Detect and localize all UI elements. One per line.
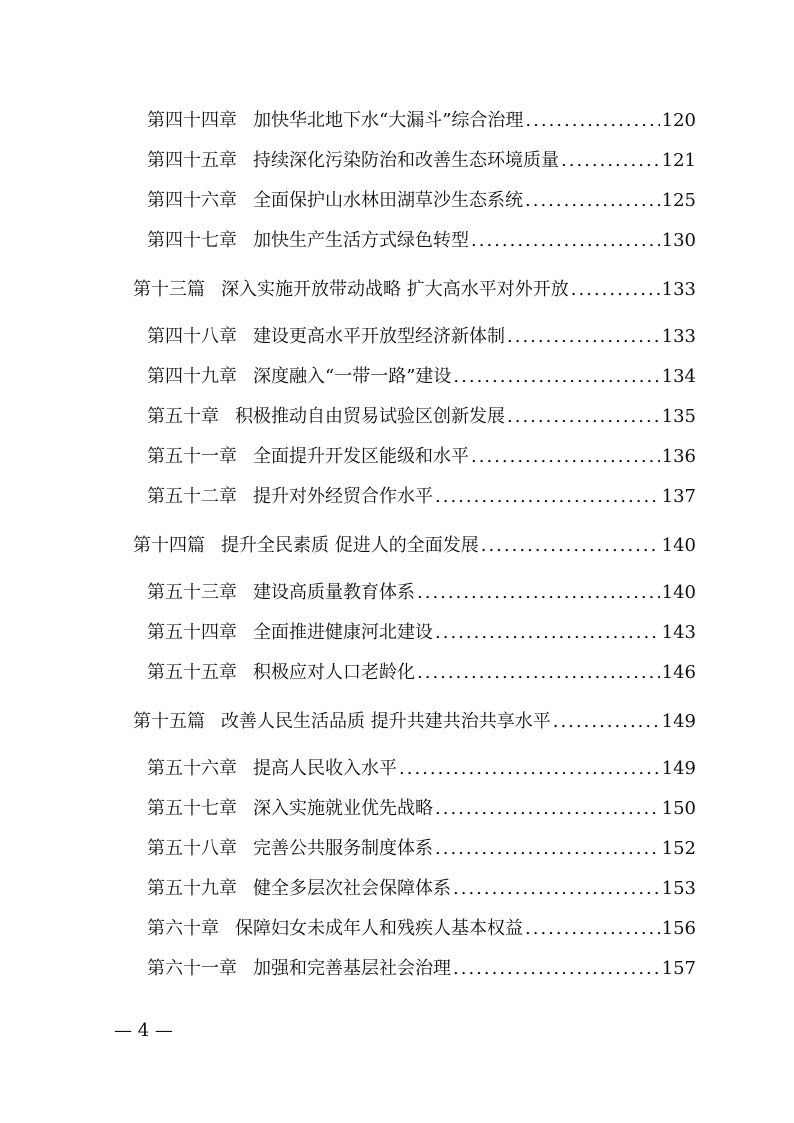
toc-entry-title: 加强和完善基层社会治理: [253, 958, 451, 979]
toc-entry-title: 持续深化污染防治和改善生态环境质量: [253, 150, 559, 171]
toc-dot-leader: [435, 485, 660, 509]
toc-entry-title: 深入实施就业优先战略: [253, 798, 433, 819]
toc-dot-leader: [481, 534, 660, 558]
toc-dot-leader: [507, 405, 660, 429]
toc-entry-title: 提高人民收入水平: [253, 758, 397, 779]
toc-dot-leader: [453, 365, 659, 389]
toc-dot-leader: [399, 757, 660, 781]
toc-part-number: 第十五篇: [133, 711, 205, 732]
toc-entry-title: 保障妇女未成年人和残疾人基本权益: [235, 918, 523, 939]
toc-entry-title: 健全多层次社会保障体系: [253, 878, 451, 899]
toc-entry-page: 120: [661, 110, 696, 131]
toc-entry-number: 第五十二章: [147, 486, 237, 507]
toc-entry[interactable]: [147, 797, 696, 821]
toc-entry[interactable]: [147, 485, 696, 509]
toc-entry-number: 第四十九章: [147, 366, 237, 387]
toc-entry-title: 全面推进健康河北建设: [253, 622, 433, 643]
toc-entry[interactable]: [147, 189, 696, 213]
toc-entry-page: 156: [661, 918, 696, 939]
toc-part-number: 第十三篇: [133, 279, 205, 300]
toc-entry-page: 153: [661, 878, 696, 899]
toc-entry-number: 第六十章: [147, 918, 219, 939]
toc-dot-leader: [453, 957, 660, 981]
toc-dot-leader: [471, 445, 660, 469]
toc-entry-title: 建设更高水平开放型经济新体制: [253, 326, 505, 347]
toc-part-title: 提升全民素质 促进人的全面发展: [221, 535, 479, 556]
toc-part-entry[interactable]: [133, 278, 696, 302]
toc-entry-page: 137: [661, 486, 696, 507]
toc-entry-page: 140: [661, 582, 696, 603]
toc-entry-page: 134: [661, 366, 696, 387]
toc-entry[interactable]: [147, 957, 696, 981]
toc-entry-title: 全面保护山水林田湖草沙生态系统: [253, 190, 523, 211]
toc-entry-page: 125: [661, 190, 696, 211]
toc-entry-number: 第五十四章: [147, 622, 237, 643]
toc-part-entry[interactable]: [133, 534, 696, 558]
toc-entry-number: 第五十八章: [147, 838, 237, 859]
toc-entry-number: 第五十九章: [147, 878, 237, 899]
toc-dot-leader: [417, 661, 660, 685]
toc-dot-leader: [453, 877, 660, 901]
toc-entry-page: 143: [661, 622, 696, 643]
toc-entry-title: 积极应对人口老龄化: [253, 662, 415, 683]
toc-entry-page: 152: [661, 838, 696, 859]
toc-entry[interactable]: [147, 661, 696, 685]
toc-entry-page: 121: [661, 150, 696, 171]
toc-entry-page: 136: [661, 446, 696, 467]
toc-dot-leader: [525, 189, 660, 213]
toc-part-title: 深入实施开放带动战略 扩大高水平对外开放: [221, 279, 569, 300]
toc-entry[interactable]: [147, 405, 696, 429]
toc-entry-page: 157: [661, 958, 696, 979]
toc-entry[interactable]: [147, 365, 696, 389]
toc-part-title: 改善人民生活品质 提升共建共治共享水平: [221, 711, 551, 732]
toc-entry-title: 全面提升开发区能级和水平: [253, 446, 469, 467]
toc-entry[interactable]: [147, 109, 696, 133]
toc-dot-leader: [507, 325, 660, 349]
toc-entry[interactable]: [147, 445, 696, 469]
toc-entry-number: 第五十三章: [147, 582, 237, 603]
toc-entry[interactable]: [147, 837, 696, 861]
toc-entry-page: 130: [661, 230, 696, 251]
toc-entry-title: 提升对外经贸合作水平: [253, 486, 433, 507]
toc-part-number: 第十四篇: [133, 535, 205, 556]
toc-dot-leader: [435, 797, 660, 821]
toc-dot-leader: [525, 917, 660, 941]
toc-entry-page: 149: [661, 758, 696, 779]
toc-entry-title: 完善公共服务制度体系: [253, 838, 433, 859]
toc-entry-number: 第五十一章: [147, 446, 237, 467]
toc-entry-number: 第四十七章: [147, 230, 237, 251]
toc-entry[interactable]: [147, 325, 696, 349]
toc-entry-page: 140: [661, 535, 696, 556]
toc-dot-leader: [553, 710, 660, 734]
toc-entry-number: 第六十一章: [147, 958, 237, 979]
toc-entry-page: 133: [661, 279, 696, 300]
toc-entry-number: 第五十章: [147, 406, 219, 427]
toc-dot-leader: [435, 837, 660, 861]
toc-dot-leader: [571, 278, 660, 302]
toc-entry[interactable]: [147, 229, 696, 253]
toc-entry[interactable]: [147, 877, 696, 901]
toc-entry-number: 第四十五章: [147, 150, 237, 171]
toc-entry-number: 第五十六章: [147, 758, 237, 779]
toc-entry-page: 150: [661, 798, 696, 819]
toc-dot-leader: [435, 621, 660, 645]
toc-entry[interactable]: [147, 149, 696, 173]
toc-dot-leader: [525, 109, 659, 133]
toc-entry-title: 加快生产生活方式绿色转型: [253, 230, 469, 251]
toc-entry-title: 深度融入“一带一路”建设: [253, 366, 452, 387]
toc-entry-page: 133: [661, 326, 696, 347]
toc-entry-page: 149: [661, 711, 696, 732]
toc-entry-title: 建设高质量教育体系: [253, 582, 415, 603]
toc-entry-number: 第五十五章: [147, 662, 237, 683]
toc-entry-number: 第四十八章: [147, 326, 237, 347]
toc-entry-page: 146: [661, 662, 696, 683]
page-number: — 4 —: [114, 1020, 173, 1041]
toc-entry[interactable]: [147, 581, 696, 605]
toc-entry-title: 加快华北地下水“大漏斗”综合治理: [253, 110, 524, 131]
toc-entry-page: 135: [661, 406, 696, 427]
toc-entry[interactable]: [147, 917, 696, 941]
toc-entry-title: 积极推动自由贸易试验区创新发展: [235, 406, 505, 427]
toc-dot-leader: [417, 581, 660, 605]
toc-part-entry[interactable]: [133, 710, 696, 734]
toc-entry-number: 第四十六章: [147, 190, 237, 211]
toc-entry[interactable]: [147, 621, 696, 645]
toc-entry-number: 第五十七章: [147, 798, 237, 819]
toc-entry[interactable]: [147, 757, 696, 781]
toc-dot-leader: [561, 149, 660, 173]
toc-entry-number: 第四十四章: [147, 110, 237, 131]
toc-dot-leader: [471, 229, 660, 253]
